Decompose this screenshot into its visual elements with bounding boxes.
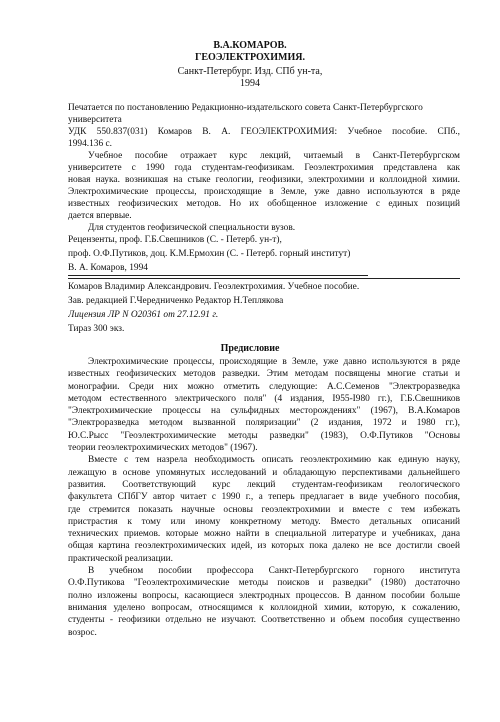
preface-line: пристрастия к тому или иному конкретному методу. Вместо детальных описаний [68, 516, 460, 527]
preface-line: В учебном пособии профессора Санкт-Петербургского горного института [88, 566, 460, 577]
preface-line: развития. Соответствующий курс лекций студентам-геофизикам геологического [68, 479, 460, 490]
preface-line: практической реализации. [68, 553, 173, 564]
imprint-line: УДК 550.837(031) Комаров В. А. ГЕОЭЛЕКТРОХИМИЯ: Учебное пособие. СПб., [68, 127, 460, 137]
preface-line: монографии. Среди них можно отметить следующие: А.С.Семенов "Электроразведка [68, 381, 460, 392]
imprint-line: новая наука. возникшая на стыке геологии, геофизики, электрохимии и коллоидной химии. [68, 175, 460, 185]
preface-line: факультета СПбГУ автор читает с 1990 г., а теперь предлагает в виде учебного пособия, [68, 492, 460, 503]
preface-heading: Предисловие [220, 343, 280, 354]
colophon-line: Комаров Владимир Александрович. Геоэлектрохимия. Учебное пособие. [68, 282, 360, 292]
preface-line: "Электроразведка методом вызванной поляризации" (2 издания, 1972 и 1980 гг.), [68, 418, 460, 429]
preface-line: внимания уделено вопросам, относящимся к коллоидной химии, которую, к сожалению, [68, 602, 460, 613]
divider-short [68, 275, 368, 276]
preface-line: методом естественного электрического поля" (4 издания, I955-I980 гг.), Г.Б.Свешников [68, 393, 460, 404]
preface-line: лежащую в основе упомянутых исследований и обладающую перспективами дальнейшего [68, 467, 460, 478]
imprint-line: Учебное пособие отражает курс лекций, читаемый в Санкт-Петербургском [88, 151, 460, 161]
print-run-line: Тираз 300 экз. [68, 324, 125, 334]
preface-line: технических приемов. которые можно найти в специальной литературе и учебниках, дана [68, 529, 460, 540]
imprint-line: известных геофизических методов. Но их обобщенное изложение с единых позиций [68, 199, 460, 209]
imprint-line: Рецензенты, проф. Г.Б.Свешников (С. - Петерб. ун-т), [68, 235, 282, 245]
preface-line: Вместе с тем назрела необходимость описать геоэлектрохимию как единую науку, [88, 455, 460, 466]
author-name: В.А.КОМАРОВ. [213, 40, 287, 51]
book-title: ГЕОЭЛЕКТРОХИМИЯ. [195, 52, 305, 63]
imprint-line: университета [68, 115, 122, 125]
imprint-line: Электрохимические процессы, происходящие в Земле, уже давно используются в ряде [68, 187, 460, 197]
colophon-line: Зав. редакцией Г.Чередниченко Редактор Н.Теплякова [68, 296, 284, 306]
preface-line: "Электрохимические процессы на сульфидных месторождениях" (1967), В.А.Комаров [68, 406, 460, 417]
divider [68, 278, 460, 279]
preface-line: полно изложены вопросы, касающиеся электродных процессов. В данном пособии больше [68, 590, 460, 601]
preface-line: Электрохимические процессы, происходящие в Земле, уже давно используются в ряде [88, 357, 460, 367]
preface-line: теории геоэлектрохимических методов" (1967). [68, 443, 258, 454]
imprint-line: Печатается по постановлению Редакционно-издательского совета Санкт-Петербургского [68, 103, 423, 113]
imprint-line: 1994.136 с. [68, 139, 113, 149]
publisher-line: Санкт-Петербург. Изд. СПб ун-та, [177, 66, 323, 77]
preface-line: студенты - геофизики отдельно не изучают. Соответственно и объем пособия существенно [68, 615, 460, 626]
publication-year: 1994 [240, 78, 260, 89]
preface-line: где стремится показать научные основы геоэлектрохимии и вместе с тем избежать [68, 504, 460, 515]
preface-line: известных геофизических методов разведки. Этим методам посвящены многие статьи и [68, 369, 460, 380]
preface-line: О.Ф.Путикова "Геоэлектрохимические методы поисков и разведки" (1980) достаточно [68, 578, 460, 589]
imprint-line: Для студентов геофизической специальности вузов. [88, 223, 296, 233]
license-line: Лицензия ЛР N О20361 от 27.12.91 г. [68, 310, 219, 320]
preface-text [68, 356, 460, 639]
preface-line: возрос. [68, 627, 97, 638]
preface-line: Ю.С.Рысс "Геоэлектрохимические методы разведки" (1983), О.Ф.Путиков "Основы [68, 430, 460, 441]
preface-line: общая картина геоэлектрохимических идей, из которых пока далеко не все достигли своей [68, 541, 460, 552]
colophon-block [68, 281, 460, 335]
imprint-line: дается впервые. [68, 211, 132, 221]
imprint-line: проф. О.Ф.Путиков, доц. К.М.Ермохин (С. - Петерб. горный институт) [68, 249, 351, 259]
copyright-line: В. А. Комаров, 1994 [68, 263, 148, 273]
imprint-block [68, 102, 460, 274]
imprint-line: университете с 1990 года студентам-геофизикам. Геоэлектрохимия представлена как [68, 163, 460, 173]
